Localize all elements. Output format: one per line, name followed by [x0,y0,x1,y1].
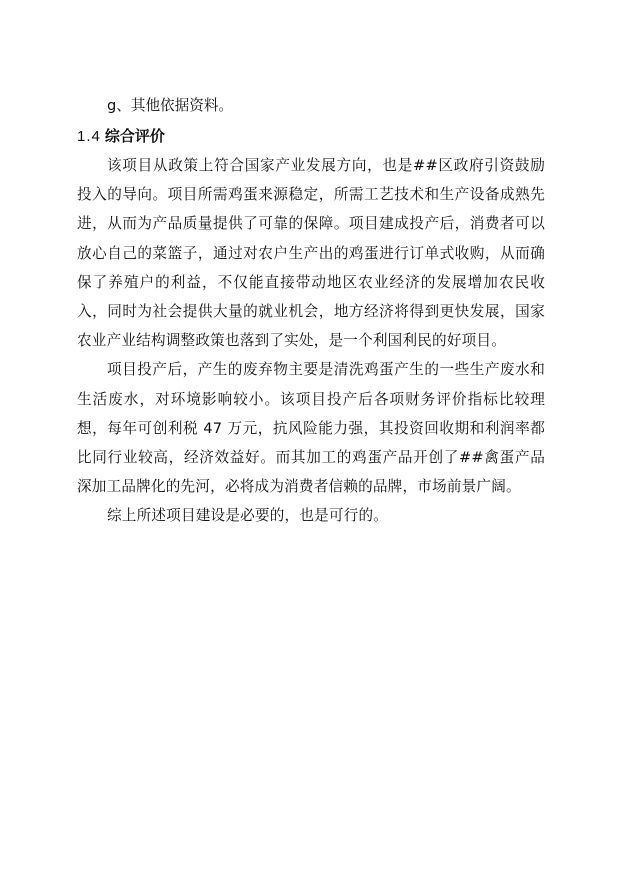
paragraph-environment-finance: 项目投产后，产生的废弃物主要是清洗鸡蛋产生的一些生产废水和生活废水，对环境影响较小。该项目投产后各项财务评价指标比较理想，每年可创利税 47 万元，抗风险能力强，其投资回收期和利润率都比同行业较高，经济效益好。而其加工的鸡蛋产品开创了##禽蛋产品深加工品牌化的先河，必将成为消费者信赖的品牌，市场前景广阔。 [77,361,545,496]
paragraph-policy-evaluation: 该项目从政策上符合国家产业发展方向，也是##区政府引资鼓励投入的导向。项目所需鸡蛋来源稳定，所需工艺技术和生产设备成熟先进，从而为产品质量提供了可靠的保障。项目建成投产后，消费者可以放心自己的菜篮子，通过对农户生产出的鸡蛋进行订单式收购，从而确保了养殖户的利益，不仅能直接带动地区农业经济的发展增加农民收入，同时为社会提供大量的就业机会，地方经济将得到更快发展，国家农业产业结构调整政策也落到了实处，是一个利国利民的好项目。 [77,157,545,350]
section-title: 综合评价 [104,127,165,145]
document-body [77,91,545,531]
section-number: 1.4 [77,128,101,145]
section-heading [77,122,545,151]
list-item-other-materials: g、其他依据资料。 [107,97,234,114]
paragraph-conclusion: 综上所述项目建设是必要的，也是可行的。 [107,507,389,525]
